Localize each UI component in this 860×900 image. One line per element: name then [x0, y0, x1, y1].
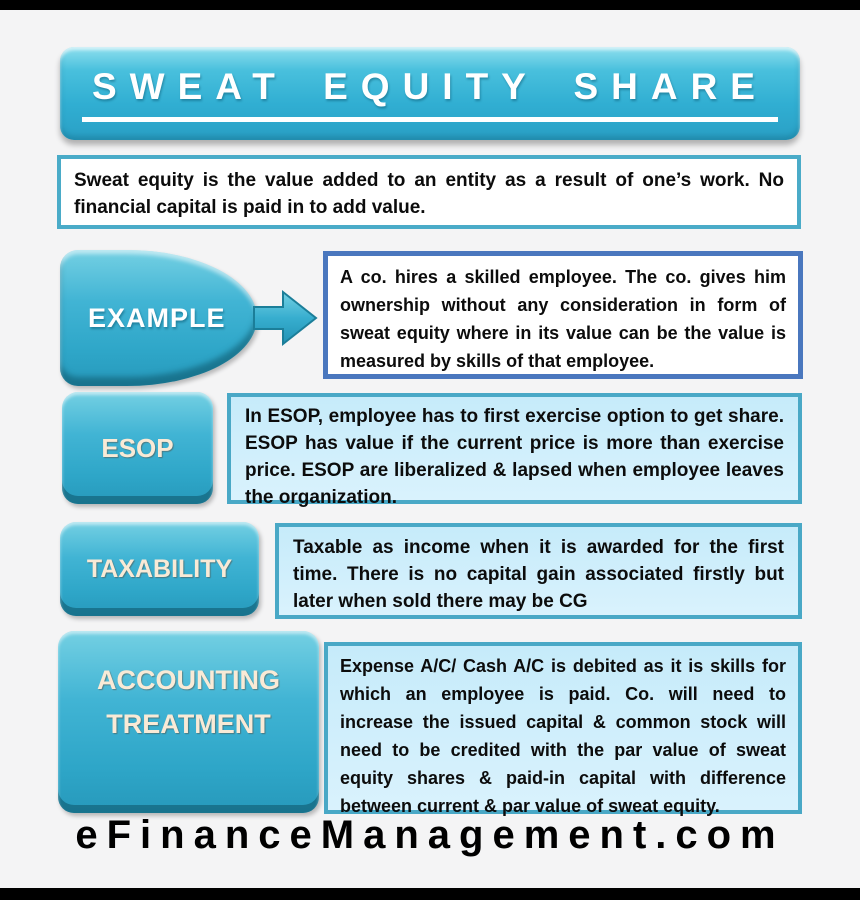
- taxability-text-box: [275, 523, 802, 619]
- right-arrow-icon: [253, 286, 319, 355]
- taxability-text: Taxable as income when it is awarded for the first time. There is no capital gain associated firstly but later when sold there may be CG: [293, 537, 784, 612]
- bottom-black-bar: [0, 888, 860, 900]
- definition-box: [57, 155, 801, 229]
- example-label: EXAMPLE: [88, 302, 226, 333]
- accounting-text-box: [324, 642, 802, 814]
- footer-site-text: eFinanceManagement.com: [75, 813, 785, 857]
- esop-text: In ESOP, employee has to first exercise option to get share. ESOP has value if the current price is more than exercise price. ESOP are liberalized & lapsed when employee leaves the organization.: [245, 406, 784, 508]
- esop-text-box: [227, 393, 802, 508]
- example-label-shape: [60, 250, 257, 386]
- example-text: A co. hires a skilled employee. The co. gives him ownership without any consideration in form of sweat equity where in its value can be the value is measured by skills of that employee.: [340, 267, 786, 371]
- definition-text: Sweat equity is the value added to an entity as a result of one’s work. No financial capital is paid in to add value.: [74, 170, 784, 218]
- accounting-text: Expense A/C/ Cash A/C is debited as it is skills for which an employee is paid. Co. will need to increase the issued capital & common stock will need to be credited with the par value of sweat equity shares & paid-in capital with difference between current & par value of sweat equity.: [340, 656, 786, 816]
- taxability-label: TAXABILITY: [86, 554, 233, 583]
- esop-label: ESOP: [101, 432, 174, 463]
- accounting-label: ACCOUNTING TREATMENT: [97, 665, 280, 739]
- top-black-bar: [0, 0, 860, 10]
- example-text-box: [323, 251, 803, 379]
- esop-label-shape: [62, 392, 213, 504]
- taxability-label-shape: [60, 522, 259, 616]
- header-banner: [60, 47, 800, 140]
- accounting-label-shape: [58, 631, 319, 813]
- page-title: SWEAT EQUITY SHARE: [82, 66, 778, 122]
- footer: [0, 813, 860, 858]
